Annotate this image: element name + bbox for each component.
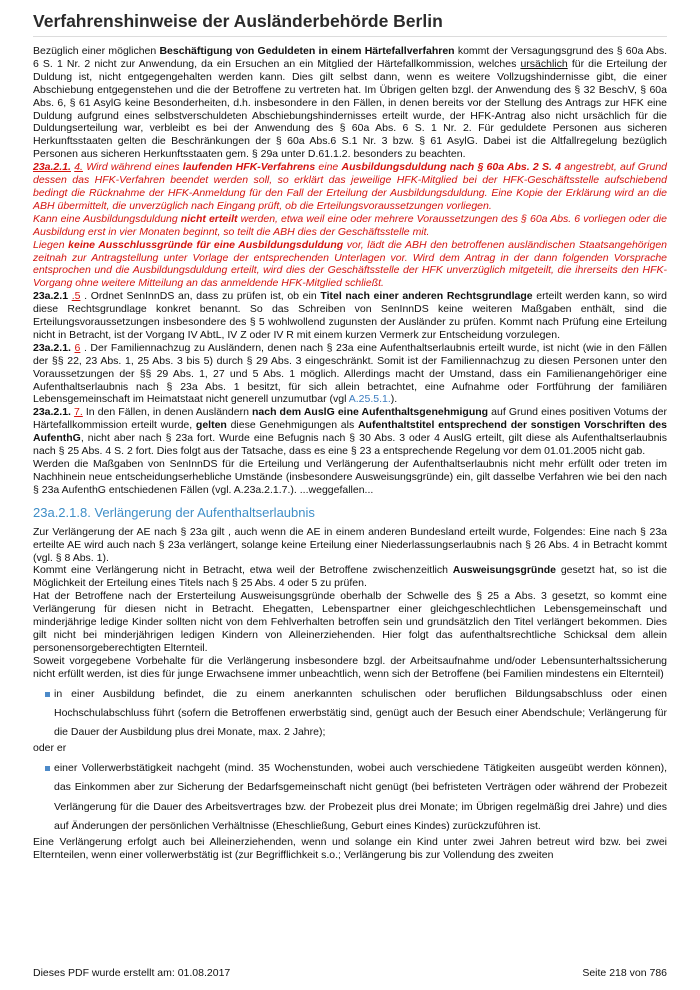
text: vor, lädt die ABH den betroffenen ausländischen Staatsangehörigen zeitnah zur Antragstellung unter Vorlage der entsprechenden Unterlagen vor. Wird dem Antrag in der dann folgenden Vorsprache entsprochen und die Ausbildungsduldung erteilt, wird dies der Geschäftsstelle der HFK unverzüglich mitgeteilt, die ihrerseits den HFK-Vorgang ohne weitere Mitteilung an das anmeldende HFK-Mitglied schließt. <box>33 238 667 290</box>
list-item-text: in einer Ausbildung befindet, die zu einem anerkannten schulischen oder beruflichen Bildungsabschluss oder einen Hochschulabschluss führt (sofern die Betroffenen erwerbstätig sind, genügt auch der Besuch einer Abendschule; Verlängerung für die Dauer der Ausbildung plus drei Monate, max. 2 Jahre); <box>54 687 667 738</box>
text: gesetzt hat, so ist die Möglichkeit der Erteilung eines Titels nach § 25 Abs. 4 oder 5 zu prüfen. <box>33 564 667 590</box>
list-item <box>45 685 667 743</box>
bold-text: Ausweisungsgründe <box>452 564 557 577</box>
section-number-link[interactable]: .5 <box>71 290 81 303</box>
text: erteilt werden kann, so wird diese Rechtsgrundlage konkret benannt. So das Schreiben von SenInnDS keine weiteren Maßgaben enthält, sind die Erteilungsvoraussetzungen insbesondere des § 5 wohlwollend zugunsten der Ausländer zu prüfen. Kommt nach Prüfung eine Erteilung nicht in Betracht, ist der Vorgang IV AbtL, IV Z oder IV R mit einem kurzen Vermerk zur Entscheidung vorzulegen. <box>33 290 668 341</box>
paragraph-verlaengerung-ae: Zur Verlängerung der AE nach § 23a gilt , auch wenn die AE in einem anderen Bundesland erteilt wurde, Folgendes: Eine nach § 23a erteilte AE wird auch nach § 23a verlängert, solange keine Erteilung einer Niederlassungserlaubnis nach § 26 Abs. 4 in Betracht kommt (vgl. § 8 Abs. 1). <box>33 525 667 564</box>
text: Wird während eines <box>82 161 183 174</box>
section-number-link[interactable]: 6 <box>74 341 81 354</box>
section-ref-link[interactable]: 23a.2.1. <box>33 161 71 174</box>
text: angestrebt, auf Grund dessen das HFK-Verfahren beendet werden soll, so erklärt das jeweilige HFK-Mitglied bei der HFK-Geschäftsstelle aufschiebend bedingt die Rücknahme der HFK-Anmeldung für den Fall der Erteilung der Ausbildungsduldung. Eine Kopie der Erklärung wird an die ABH übermittelt, die unverzüglich nach Eingang prüft, ob die Erteilungsvoraussetzungen vorliegen. <box>33 161 667 212</box>
text: . Der Familiennachzug zu Ausländern, denen nach § 23a eine Aufenthaltserlaubnis erteilt wurde, ist nicht (wie in den Fällen der §§ 22, 23 Abs. 1, 25 Abs. 3 bis 5) durch § 29 Abs. 3 eingeschränkt. Somit ist der Familiennachzug zu diesen Personen unter den Voraussetzungen der §§ 29 Abs. 1, 27 und 5 Abs. 1 möglich. Allerdings macht der Umstand, dass ein Familienangehöriger eine Aufenthaltserlaubnis nach § 23a Abs. 1 besitzt, für sich allein betrachtet, eine Aufnahme oder Fortführung der familiären Lebensgemeinschaft im Heimatstaat nicht generell unzumutbar (vgl <box>33 341 668 406</box>
text: ). <box>390 393 398 406</box>
section-ref: 23a.2.1. <box>33 341 71 354</box>
paragraph-nicht-erteilt <box>33 213 667 239</box>
text: für die Erteilung der Duldung ist, nicht entgegengehalten werden kann. Dies gilt selbst dann, wenn es weitere Vollzugshindernisse gibt, die einer Abschiebung entgegenstehen und die der Betroffene zu vertreten hat. Im Übrigen gelten bzgl. der Anwendung des § 32 BeschV, § 60a Abs. 6, § 61 AsylG keine Besonderheiten, d.h. insbesondere in den Fällen, in denen bereits vor der Stellung des Antrags zur HFK eine Duldung aufgrund eines selbstverschuldeten Abschiebungshindernisses erteilt wurde, der HFK-Antrag also nicht ursächlich für die Duldungserteilung war, verbleibt es bei der Anwendung des § 60a Abs. 6 S. 1 Nr. 2. Für geduldete Personen aus sicheren Herkunftsstaaten gelten die Beschränkungen der § 60a Abs.6 S.1 Nr. 3 bzw. § 61 AsylG. Dabei ist die Altfallregelung bezüglich Personen aus sicheren Herkunftsstaaten gem. § 29a unter D.61.1.2. besonders zu beachten. <box>33 57 667 161</box>
section-heading-verlaengerung: 23a.2.1.8. Verlängerung der Aufenthaltserlaubnis <box>33 504 315 520</box>
section-number-link[interactable]: 4. <box>74 161 83 174</box>
paragraph-23a-2-1-7 <box>33 406 667 458</box>
underlined-text: ursächlich <box>520 57 568 70</box>
text: Liegen <box>33 238 69 251</box>
text: Kann eine Ausbildungsduldung <box>33 212 181 225</box>
paragraph-ausweisungsgruende <box>33 564 667 590</box>
section-ref: 23a.2.1 <box>33 290 72 303</box>
section-ref: 23a.2.1. <box>33 406 71 419</box>
text: Kommt eine Verlängerung nicht in Betracht, etwa weil der Betroffene zwischenzeitlich <box>33 564 453 577</box>
text: eine <box>315 161 342 174</box>
paragraph-hfk-ausbildungsduldung <box>33 161 667 213</box>
bold-text: gelten <box>195 419 227 432</box>
bold-text: nach dem AuslG eine Aufenthaltsgenehmigung <box>251 406 489 419</box>
bold-text: Ausbildungsduldung nach § 60a Abs. 2 S. 4 <box>341 161 561 174</box>
bold-text: Beschäftigung von Geduldeten in einem Härtefallverfahren <box>159 45 455 57</box>
section-number-link[interactable]: 7. <box>74 406 83 419</box>
bold-text: laufenden HFK-Verfahrens <box>182 161 316 174</box>
text: auf Grund eines positiven Votums der Härtefallkommission erteilt wurde, <box>33 406 668 432</box>
paragraph-alleinerziehende: Eine Verlängerung erfolgt auch bei Alleinerziehenden, wenn und solange ein Kind unter zwei Jahren betreut wird bzw. bei zwei Elternteilen, wenn einer vollerwerbstätig ist (zur Begrifflichkeit s.o.; Verlängerung bis zur Vollendung des zweiten <box>33 835 667 861</box>
page-footer <box>33 967 667 979</box>
page <box>33 10 667 862</box>
footer-created-date: Dieses PDF wurde erstellt am: 01.08.2017 <box>33 967 231 979</box>
list-item-text: einer Vollerwerbstätigkeit nachgeht (mind. 35 Wochenstunden, wobei auch verschiedene Tätigkeiten ausgeübt werden können), das Einkommen aber zur Sicherung der Bedarfsgemeinschaft nicht genügt (bei befristeten Verträgen oder während der Probezeit Verlängerung für die Dauer des Arbeitsvertrages bzw. der Probezeit plus drei Monate; im Übrigen regelmäßig drei Jahre) und dies auf Änderungen der persönlichen Verhältnisse (Eheschließung, Geburt eines Kindes) zurückzuführen ist. <box>54 762 667 832</box>
paragraph-23a-2-1-6 <box>33 342 667 407</box>
bold-text: Titel nach einer anderen Rechtsgrundlage <box>320 290 533 303</box>
document-body <box>33 45 667 862</box>
paragraph-ersterteilung: Hat der Betroffene nach der Ersterteilung Ausweisungsgründe oberhalb der Schwelle des § 25 a Abs. 3 gesetzt, so kommt eine Verlängerung für diesen nicht in Betracht. Ehegatten, Lebenspartner einer gleichgeschlechtlichen Lebensgemeinschaft und minderjährige ledige Kinder sollten nicht von dem Fehlverhalten betroffen sein und grundsätzlich den Titel verlängert bekommen. Dies gilt nicht bei minderjährigen ledigen Kindern von Alleinerziehenden. Hier folgt das aufenthaltsrechtliche Schicksal dem allein personensorgeberechtigten Elternteil. <box>33 590 667 654</box>
text: , nicht aber nach § 23a fort. Wurde eine Befugnis nach § 30 Abs. 3 oder 4 AuslG erteilt, gilt diese als Aufenthaltserlaubnis nach § 25 Abs. 4 S. 2 fort. Dies folgt aus der Tatsache, dass es eine § 23 a entsprechende Regelung vor dem 01.01.2005 nicht gab. <box>33 432 667 458</box>
paragraph-23a-2-1-5 <box>33 290 667 342</box>
text: Bezüglich einer möglichen <box>33 45 160 57</box>
bold-text: keine Ausschlussgründe für eine Ausbildungsduldung <box>68 238 344 251</box>
footer-page-number: Seite 218 von 786 <box>582 967 667 979</box>
cross-reference-link[interactable]: A.25.5.1. <box>348 393 391 406</box>
oder-er-text: oder er <box>33 742 67 755</box>
bullet-icon <box>45 766 50 771</box>
text: werden, etwa weil eine oder mehrere Voraussetzungen des § 60a Abs. 6 vorliegen oder die Ausbildung erst in vier Monaten beginnt, so teilt die ABH dies der Geschäftsstelle mit. <box>33 212 667 238</box>
text: In den Fällen, in denen Ausländern <box>82 406 252 419</box>
bullet-icon <box>45 692 50 697</box>
text: kommt der Versagungsgrund des § 60a Abs. 6 S. 1 Nr. 2 nicht zur Anwendung, da ein Ersuchen an ein Mitglied der Härtefallkommission, welches <box>33 45 667 70</box>
paragraph-massgaben: Werden die Maßgaben von SenInnDS für die Erteilung und Verlängerung der Aufenthaltserlaubnis nicht mehr erfüllt oder treten im Nachhinein neue entscheidungserhebliche Umstände (insbesondere Ausweisungsgründe) ein, gilt dasselbe Verfahren wie bei den nach § 23a AufenthG entschiedenen Fällen (vgl. A.23a.2.1.7.). ...weggefallen... <box>33 458 667 496</box>
text: . Ordnet SenInnDS an, dass zu prüfen ist, ob ein <box>80 290 321 303</box>
text: diese Genehmigungen als <box>226 419 358 432</box>
list-item <box>45 759 667 836</box>
bold-text: Aufenthaltstitel entsprechend der sonstigen Vorschriften des AufenthG <box>33 419 667 445</box>
bold-text: nicht erteilt <box>180 212 238 225</box>
paragraph-vorbehalte: Soweit vorgegebene Vorbehalte für die Verlängerung insbesondere bzgl. der Arbeitsaufnahme und/oder Lebensunterhaltssicherung nicht erfüllt werden, ist dies für junge Erwachsene immer unbeachtlich, wenn sich der Betroffene (bei Familien mindestens ein Elternteil) <box>33 654 667 680</box>
paragraph-beschaeftigung <box>33 45 667 161</box>
page-title: Verfahrenshinweise der Ausländerbehörde Berlin <box>33 10 667 37</box>
paragraph-ausschlussgruende <box>33 239 667 291</box>
